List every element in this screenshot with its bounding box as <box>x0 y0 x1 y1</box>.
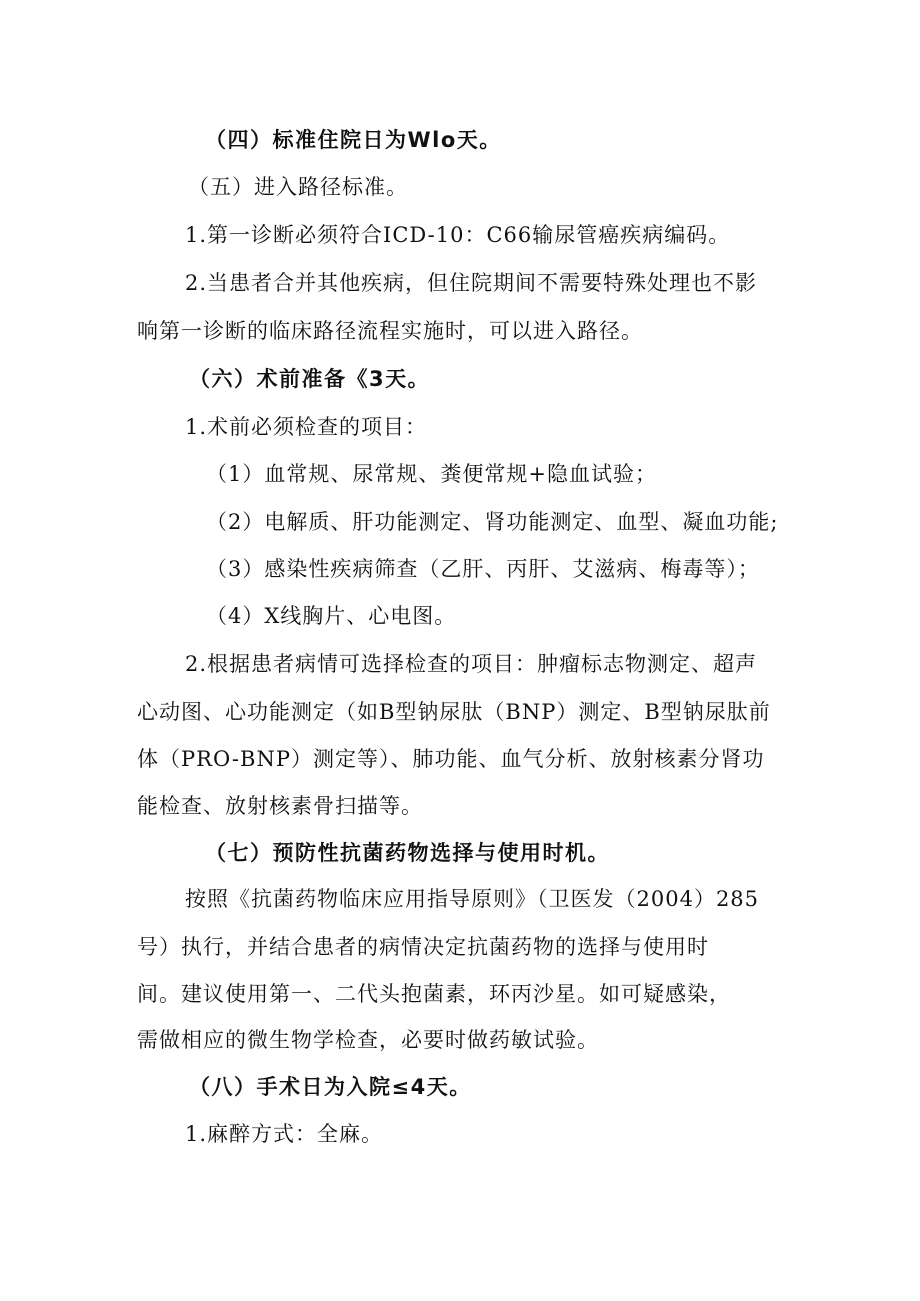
heading-entry-criteria: （五）进入路径标准。 <box>188 175 408 199</box>
list-item: （4）X线胸片、心电图。 <box>206 604 457 628</box>
heading-antibiotics: （七）预防性抗菌药物选择与使用时机。 <box>205 841 610 865</box>
paragraph-line: 号）执行，并结合患者的病情决定抗菌药物的选择与使用时 <box>137 935 709 959</box>
paragraph-line: 2.当患者合并其他疾病，但住院期间不需要特殊处理也不影 <box>185 271 758 295</box>
paragraph-line: 1.术前必须检查的项目： <box>185 415 428 439</box>
list-item: （3）感染性疾病筛查（乙肝、丙肝、艾滋病、梅毒等）； <box>206 557 760 581</box>
heading-surgery-day: （八）手术日为入院≤4天。 <box>189 1075 472 1099</box>
paragraph-line: 按照《抗菌药物临床应用指导原则》（卫医发（2004）285 <box>185 887 760 911</box>
paragraph-line: 1.麻醉方式：全麻。 <box>185 1122 384 1146</box>
paragraph-line: 心动图、心功能测定（如B型钠尿肽（BNP）测定、B型钠尿肽前 <box>137 700 771 724</box>
list-item: （2）电解质、肝功能测定、肾功能测定、血型、凝血功能; <box>206 510 779 534</box>
paragraph-line: 响第一诊断的临床路径流程实施时，可以进入路径。 <box>137 319 643 343</box>
paragraph-line: 间。建议使用第一、二代头抱菌素，环丙沙星。如可疑感染， <box>137 982 731 1006</box>
paragraph-line: 体（PRO-BNP）测定等）、肺功能、血气分析、放射核素分肾功 <box>137 747 765 771</box>
heading-preop-prep: （六）术前准备《3天。 <box>189 367 431 391</box>
heading-standard-stay: （四）标准住院日为Wlo天。 <box>205 128 502 152</box>
paragraph-line: 1.第一诊断必须符合ICD-10：C66输尿管癌疾病编码。 <box>185 223 731 247</box>
paragraph-line: 需做相应的微生物学检查，必要时做药敏试验。 <box>137 1028 599 1052</box>
paragraph-line: 2.根据患者病情可选择检查的项目：肿瘤标志物测定、超声 <box>185 652 758 676</box>
paragraph-line: 能检查、放射核素骨扫描等。 <box>137 794 423 818</box>
list-item: （1）血常规、尿常规、粪便常规+隐血试验； <box>206 462 657 486</box>
